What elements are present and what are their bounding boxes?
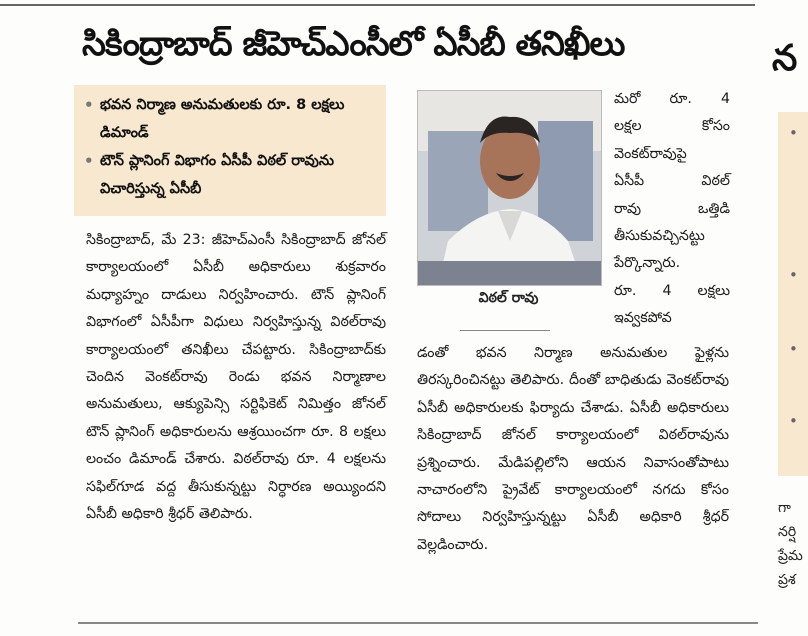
col2-line: తీసుకువచ్చినట్టు	[614, 227, 705, 244]
adjacent-article-fragments	[778, 496, 803, 592]
photo-vithal-rao	[417, 90, 602, 286]
bullet-icon: •	[789, 412, 798, 430]
col2-line: మరో రూ. 4	[614, 91, 730, 107]
portrait-illustration	[418, 91, 601, 285]
article-column-2: డంతో భవన నిర్మాణ అనుమతుల ఫైళ్లను తిరస్కరించినట్టు తెలిపారు. దీంతో బాధితుడు వెంకట్‌రావు ఏసీబీ అధికారులకు ఫిర్యాదు చేశాడు. ఏసీబీ అధికారులు సికింద్రాబాద్ జోనల్ కార్యాలయంలో విఠల్‌రావును ప్రశ్నించారు. మేడిపల్లిలోని ఆయన నివాసంతోపాటు నాచారంలోని ప్రైవేట్ కార్యాలయంలో నగదు కోసం సోదాలు నిర్వహిస్తున్నట్టు ఏసీబీ అధికారి శ్రీధర్ వెల్లడించారు.	[417, 345, 729, 553]
top-rule	[0, 4, 755, 6]
bullet-icon: •	[789, 340, 798, 358]
col2-line: పేర్కొన్నారు.	[614, 255, 681, 272]
photo-caption: విఠల్ రావు	[478, 290, 539, 306]
col2-line: రావు ఒత్తిడి	[614, 200, 730, 217]
headline: సికింద్రాబాద్ జీహెచ్ఎంసీలో ఏసీబీ తనిఖీలు	[82, 24, 625, 64]
bullet-icon: •	[789, 266, 798, 284]
bullet-icon: •	[789, 124, 798, 142]
bottom-rule	[78, 622, 758, 624]
col2-line: వెంకట్‌రావుపై	[614, 145, 687, 162]
fragment-line: ప్రశ	[778, 572, 796, 588]
highlights-box	[74, 85, 386, 216]
highlight-item: • భవన నిర్మాణ అనుమతులకు రూ. 8 లక్షలు డిమాండ్	[82, 91, 378, 147]
article-column-1: సికింద్రాబాద్, మే 23: జీహెచ్ఎంసీ సికింద్రాబాద్ జోనల్ కార్యాలయంలో ఏసీబీ అధికారులు శుక్రవారం మధ్యాహ్నం దాడులు నిర్వహించారు. టౌన్ ప్లానింగ్ విభాగంలో ఏసీపీగా విధులు నిర్వహిస్తున్న విఠల్‌రావు కార్యాలయంలో తనిఖీలు చేపట్టారు. సికింద్రాబాద్‌కు చెందిన వెంకట్‌రావు రెండు భవన నిర్మాణాల అనుమతులు, ఆక్యుపెన్సి సర్టిఫికెట్ నిమిత్తం జోనల్ టౌన్ ప్లానింగ్ అధికారులను ఆశ్రయించగా రూ. 8 లక్షలు లంచం డిమాండ్ చేశారు. విఠల్‌రావు రూ. 4 లక్షలను సఫిల్‌గూడ వద్ద తీసుకున్నట్టు నిర్ధారణ అయ్యిందని ఏసీబీ అధికారి శ్రీధర్ తెలిపారు.	[86, 232, 386, 523]
col2-line: రూ. 4 లక్షలు	[614, 282, 730, 299]
article-column-2-top	[614, 86, 730, 333]
col2-line: ఇవ్వకపోవ	[614, 310, 672, 327]
highlight-item: • టౌన్ ప్లానింగ్ విభాగం ఏసీపీ విఠల్ రావును విచారిస్తున్న ఏసీబీ	[82, 147, 378, 203]
fragment-line: గా	[778, 500, 791, 516]
col2-line: ఏసీపీ విఠల్	[614, 173, 730, 190]
col2-line: లక్షల కోసం	[614, 118, 730, 135]
adjacent-headline-fragment: న	[772, 38, 798, 79]
caption-rule	[460, 330, 550, 331]
fragment-line: ప్రేమ	[778, 548, 803, 564]
fragment-line: నర్షి	[778, 524, 797, 540]
